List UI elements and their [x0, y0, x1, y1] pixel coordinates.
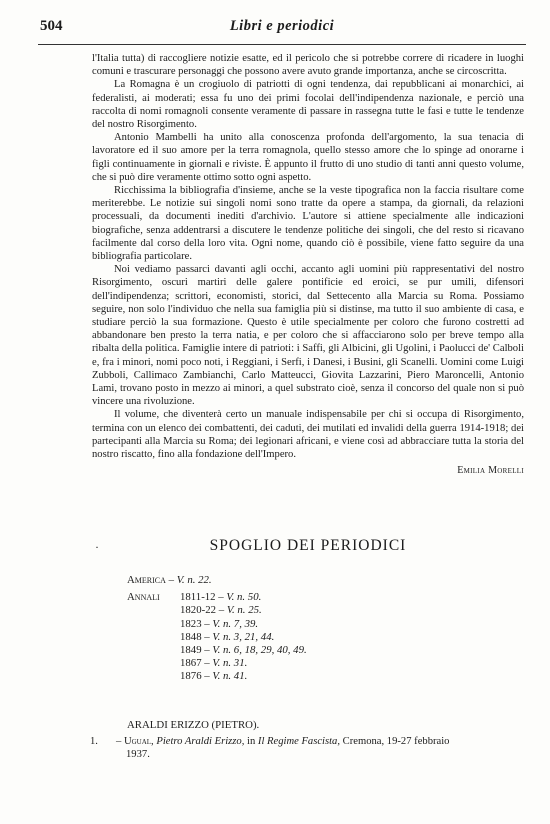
entry-separator: – [204, 630, 210, 643]
citation-place-date: Cremona, 19-27 febbraio [342, 736, 450, 747]
annali-years-text: 1849 [180, 644, 202, 657]
header-rule [38, 44, 526, 45]
entry-reference: V. n. 41. [212, 670, 248, 683]
margin-mark: · [95, 540, 99, 554]
page-header [40, 18, 524, 42]
periodical-entry-annali [127, 591, 527, 683]
citation-line [90, 735, 522, 748]
review-paragraph: Ricchissima la bibliografia d'insieme, anche se la veste tipografica non la faccia risultare come meriterebbe. Le notizie sui singoli nomi sono tratte da opere a stampa, da giornali, da relazioni processuali, da documenti inediti d'archivio. L'autore si attiene specialmente alle indicazioni biografiche, senza addentrarsi a discutere le tendenze politiche dei singoli, che del resto si ricavano facilmente dal corso della loro vita. Ogni nome, quando ciò è possibile, viene fatto seguire da una bibliografia particolare. [92, 185, 524, 263]
entry-separator: – [168, 574, 175, 586]
annali-years-text: 1811-12 [180, 591, 216, 604]
periodical-entry-america [127, 574, 527, 587]
review-paragraph: Noi vediamo passarci davanti agli occhi, accanto agli uomini più rappresentativi del nostro Risorgimento, oscuri martiri delle galere pontificie ed eroici, se pur umili, difensori dell'indipendenza; scrittori, economisti, storici, dal Settecento alla Marcia su Roma. Possiamo seguire, non solo l'individuo che nella sua famiglia più si distinse, ma tutto il suo ambiente di casa, e studiare perciò la sua formazione. Questo è utile specialmente per coloro che furono costretti ad abbandonare ben presto la terra natia, e per coloro che si affacciarono solo per breve tempo alla ribalta della politica. Famiglie intere di patrioti: i Saffi, gli Albicini, gli Ugolini, i Paolucci de' Calboli e, fra i minori, nomi poco noti, i Reggiani, i Serfi, i Danesi, i Busini, gli Scanelli. Uomini come Luigi Zubboli, Callimaco Zambianchi, Carlo Matteucci, Giovita Lazzarini, Piero Maroncelli, Antonio Lami, trovano posto in mezzo ai minori, a quel substrato cioè, senza il concorso del quale non si può vincere una rivoluzione. [92, 264, 524, 408]
entry-separator: – [204, 670, 210, 683]
annali-row [180, 631, 527, 644]
araldi-heading: ARALDI ERIZZO (PIETRO). [127, 719, 260, 731]
annali-years-text: 1848 [180, 630, 202, 643]
review-paragraph: l'Italia tutta) di raccogliere notizie esatte, ed il pericolo che si potrebbe correre di ricadere in luoghi comuni e trascurare personaggi che possono avere avuto grande importanza, anche se circoscritta. [92, 53, 524, 78]
araldi-citation [90, 735, 522, 762]
entry-reference: V. n. 6, 18, 29, 40, 49. [212, 644, 307, 657]
periodical-name: Annali [127, 591, 160, 604]
annali-row [180, 644, 527, 657]
review-paragraph: Antonio Mambelli ha unito alla conoscenza profonda dell'argomento, la sua tenacia di lavoratore ed il suo amore per la terra romagnola, quello stesso amore che lo spinge ad onorarne i figli continuamente in giornali e riviste. È appunto il frutto di uno studio di tanti anni questo volume, che si può dire veramente ottimo sotto ogni aspetto. [92, 132, 524, 183]
annali-years-text: 1823 [180, 617, 202, 630]
citation-journal: Il Regime Fascista, [257, 736, 341, 747]
entry-separator: – [218, 591, 224, 604]
citation-year: 1937. [126, 749, 150, 761]
review-paragraph: La Romagna è un crogiuolo di patriotti di ogni tendenza, dai repubblicani ai monarchici, ai federalisti, ai moderati; essa fu uno dei primi focolai dell'indipendenza nazionale, e perciò una raccolta di nomi romagnoli consente veramente di passare in rassegna tutte le fasi e tutte le tendenze del nostro Risorgimento. [92, 79, 524, 131]
annali-years-text: 1867 [180, 657, 202, 670]
entry-separator: – [204, 644, 210, 657]
citation-in: in [247, 736, 256, 747]
annali-row [180, 618, 527, 631]
entry-reference: V. n. 3, 21, 44. [212, 630, 275, 643]
section-title: SPOGLIO DEI PERIODICI [209, 537, 407, 554]
annali-row [180, 604, 527, 617]
entry-number: 1. [90, 736, 98, 747]
entry-reference: V. n. 7, 39. [212, 617, 259, 630]
annali-row [180, 657, 527, 670]
entry-reference: V. n. 22. [176, 574, 212, 586]
page-number: 504 [40, 18, 63, 34]
entry-reference: V. n. 31. [212, 657, 248, 670]
annali-row [180, 670, 527, 683]
annali-years-text: 1876 [180, 670, 202, 683]
review-paragraph: Il volume, che diventerà certo un manuale indispensabile per chi si occupa di Risorgimento, termina con un elenco dei combattenti, dei caduti, dei mutilati ed invalidi della guerra 1914-1918; dei partecipanti alla Marcia su Roma; dei legionari africani, e viene così ad abbracciare tutta la storia del nostro riscatto, fino alla fondazione dell'Impero. [92, 409, 524, 461]
annali-row [180, 591, 527, 604]
entry-reference: V. n. 50. [226, 591, 262, 604]
annali-years [180, 591, 527, 683]
citation-author: Ugual, [123, 736, 154, 747]
entry-separator: – [204, 657, 210, 670]
entry-separator: – [204, 617, 210, 630]
annali-years-text: 1820-22 [180, 604, 216, 617]
citation-title: Pietro Araldi Erizzo, [156, 736, 245, 747]
entry-reference: V. n. 25. [226, 604, 262, 617]
periodicals-list [127, 574, 527, 684]
entry-separator: – [218, 604, 225, 617]
review-body [92, 52, 524, 478]
entry-separator: – [116, 736, 122, 747]
periodical-name: America [127, 574, 166, 586]
running-title: Libri e periodici [229, 18, 335, 34]
review-signature: Emilia Morelli [457, 465, 524, 477]
